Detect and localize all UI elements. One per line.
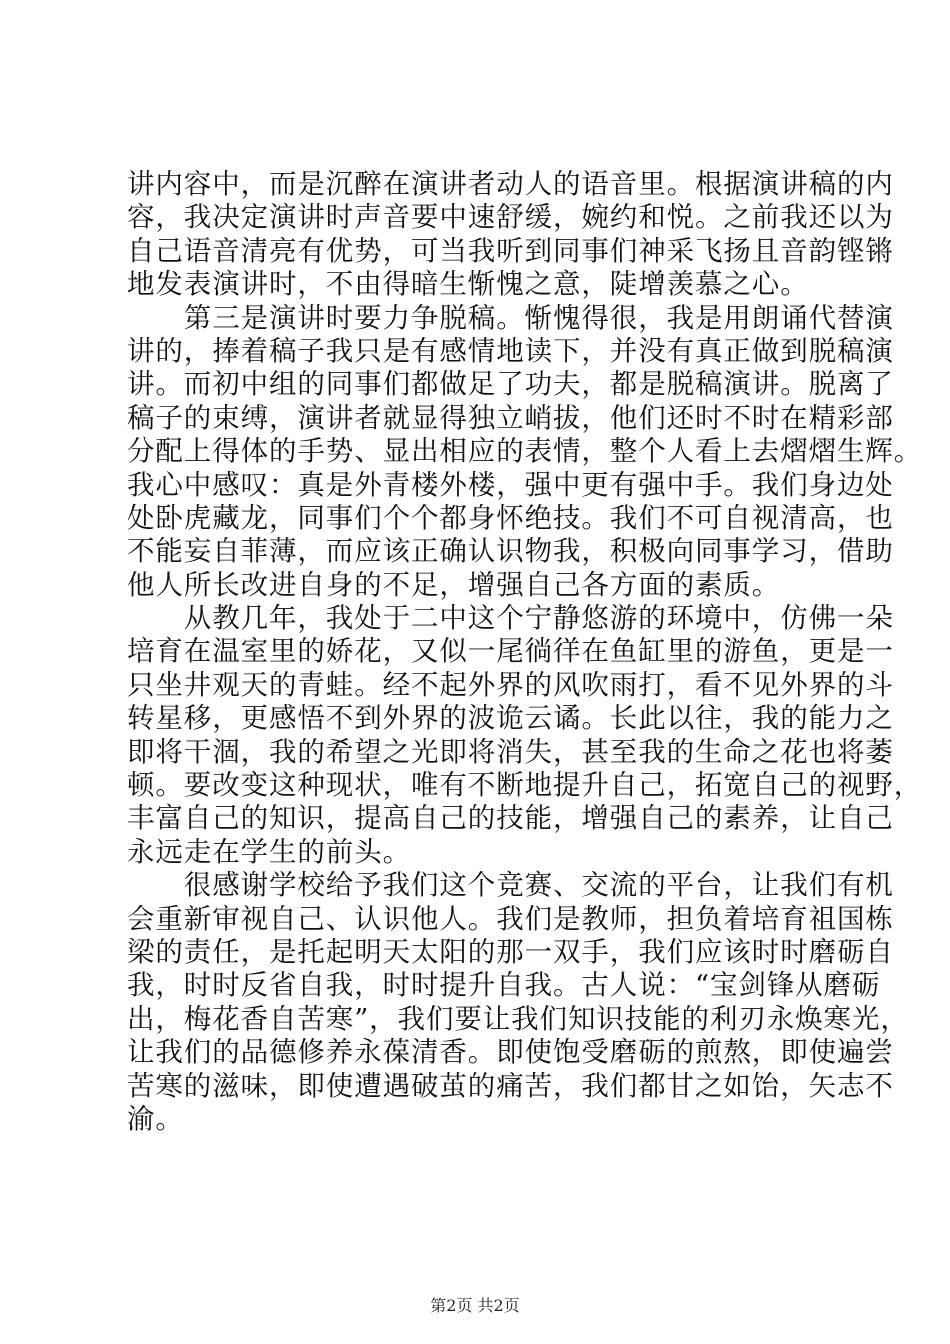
text-line: 分配上得体的手势、显出相应的表情，整个人看上去熠熠生辉。 — [127, 435, 923, 468]
text-line: 渝。 — [127, 1102, 184, 1135]
text-line: 会重新审视自己、认识他人。我们是教师，担负着培育祖国栋 — [127, 902, 894, 935]
text-line: 第三是演讲时要力争脱稿。惭愧得很，我是用朗诵代替演 — [127, 301, 894, 334]
text-line: 从教几年，我处于二中这个宁静悠游的环境中，仿佛一朵 — [127, 602, 894, 635]
text-line: 他人所长改进自身的不足，增强自己各方面的素质。 — [127, 568, 781, 601]
text-line: 梁的责任，是托起明天太阳的那一双手，我们应该时时磨砺自 — [127, 935, 894, 968]
text-line: 很感谢学校给予我们这个竞赛、交流的平台，让我们有机 — [127, 869, 894, 902]
text-line: 处卧虎藏龙，同事们个个都身怀绝技。我们不可自视清高，也 — [127, 501, 894, 534]
text-line: 永远走在学生的前头。 — [127, 835, 411, 868]
text-line: 讲内容中，而是沉醉在演讲者动人的语音里。根据演讲稿的内 — [127, 168, 894, 200]
page-number-footer: 第2页 共2页 — [430, 1296, 520, 1315]
text-line: 转星移，更感悟不到外界的波诡云谲。长此以往，我的能力之 — [127, 702, 894, 735]
text-line: 让我们的品德修养永葆清香。即使饱受磨砺的煎熬，即使遍尝 — [127, 1036, 894, 1069]
text-line: 只坐井观天的青蛙。经不起外界的风吹雨打，看不见外界的斗 — [127, 668, 894, 701]
text-line: 讲。而初中组的同事们都做足了功夫，都是脱稿演讲。脱离了 — [127, 368, 894, 401]
text-line: 不能妄自菲薄，而应该正确认识物我，积极向同事学习，借助 — [127, 535, 894, 568]
text-line: 我，时时反省自我，时时提升自我。古人说：“宝剑锋从磨砺 — [127, 969, 881, 1002]
text-line: 容，我决定演讲时声音要中速舒缓，婉约和悦。之前我还以为 — [127, 201, 894, 234]
text-line: 我心中感叹：真是外青楼外楼，强中更有强中手。我们身边处 — [127, 468, 894, 501]
text-line: 丰富自己的知识，提高自己的技能，增强自己的素养，让自己 — [127, 802, 894, 835]
text-line: 苦寒的滋味，即使遭遇破茧的痛苦，我们都甘之如饴，矢志不 — [127, 1069, 894, 1102]
text-line: 顿。要改变这种现状，唯有不断地提升自己，拓宽自己的视野， — [127, 769, 923, 802]
text-line: 讲的，捧着稿子我只是有感情地读下，并没有真正做到脱稿演 — [127, 334, 894, 367]
body-text — [127, 168, 923, 1136]
text-line: 地发表演讲时，不由得暗生惭愧之意，陡增羡慕之心。 — [127, 268, 809, 301]
text-line: 自己语音清亮有优势，可当我听到同事们神采飞扬且音韵铿锵 — [127, 234, 894, 267]
text-line: 出，梅花香自苦寒”，我们要让我们知识技能的利刃永焕寒光， — [127, 1002, 909, 1035]
text-line: 培育在温室里的娇花，又似一尾徜徉在鱼缸里的游鱼，更是一 — [127, 635, 894, 668]
text-line: 稿子的束缚，演讲者就显得独立峭拔，他们还时不时在精彩部 — [127, 401, 894, 434]
text-line: 即将干涸，我的希望之光即将消失，甚至我的生命之花也将萎 — [127, 735, 894, 768]
